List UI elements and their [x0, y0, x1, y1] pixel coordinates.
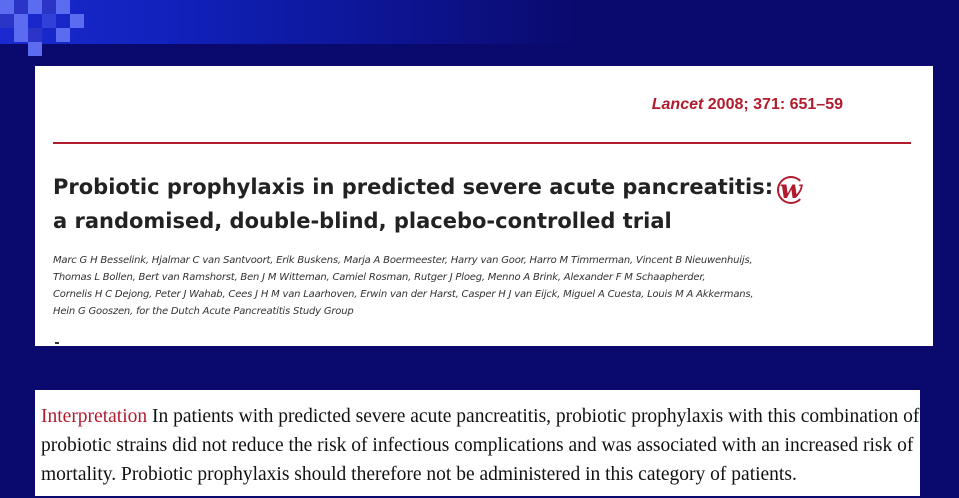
journal-citation	[652, 96, 843, 114]
decor-tile	[14, 0, 28, 14]
interpretation-line	[41, 402, 920, 431]
interpretation-line: mortality. Probiotic prophylaxis should therefore not be administered in this category of patients.	[41, 464, 797, 485]
interpretation-card	[35, 390, 920, 496]
author-line: Thomas L Bollen, Bert van Ramshorst, Ben J M Witteman, Camiel Rosman, Rutger J Ploeg, Menno A Brink, Alexander F M Schaapherder,	[53, 272, 706, 283]
article-title-line: a randomised, double-blind, placebo-controlled trial	[53, 209, 672, 233]
decor-tile	[42, 0, 56, 14]
citation-details: 2008; 371: 651–59	[703, 96, 843, 113]
decor-tile	[70, 14, 84, 28]
decor-tile	[56, 28, 70, 42]
interpretation-text	[41, 402, 920, 489]
decor-tile	[28, 0, 42, 14]
decor-tile	[14, 14, 28, 28]
interpretation-line: probiotic strains did not reduce the risk of infectious complications and was associated with an increased risk of	[41, 435, 914, 456]
article-title-line: Probiotic prophylaxis in predicted severe acute pancreatitis:	[53, 175, 774, 199]
interpretation-line-text: In patients with predicted severe acute pancreatitis, probiotic prophylaxis with this combination of	[147, 406, 920, 427]
interpretation-label: Interpretation	[41, 406, 148, 427]
web-extra-icon-glyph: w	[779, 175, 803, 205]
decor-tile	[14, 28, 28, 42]
decor-tile	[0, 14, 14, 28]
header-rule	[53, 142, 911, 144]
web-extra-icon-ring	[777, 176, 805, 204]
author-line: Marc G H Besselink, Hjalmar C van Santvoort, Erik Buskens, Marja A Boermeester, Harry van Goor, Harro M Timmerman, Vincent B Nieuwenhuijs,	[53, 255, 753, 266]
text-fragment	[55, 342, 59, 344]
decor-tile	[0, 0, 14, 14]
journal-name: Lancet	[651, 96, 704, 113]
author-line: Hein G Gooszen, for the Dutch Acute Pancreatitis Study Group	[53, 306, 354, 317]
web-extra-icon	[777, 176, 805, 204]
article-title	[53, 170, 773, 238]
decor-tile	[28, 28, 42, 42]
decor-tile	[28, 42, 42, 56]
header-bar	[0, 0, 959, 44]
author-line: Cornelis H C Dejong, Peter J Wahab, Cees J H M van Laarhoven, Erwin van der Harst, Casper H J van Eijck, Miguel A Cuesta, Louis M A Akkermans,	[53, 289, 754, 300]
decor-tile	[56, 0, 70, 14]
decor-tile	[42, 14, 56, 28]
author-list	[53, 252, 783, 320]
article-header-card	[35, 66, 933, 346]
